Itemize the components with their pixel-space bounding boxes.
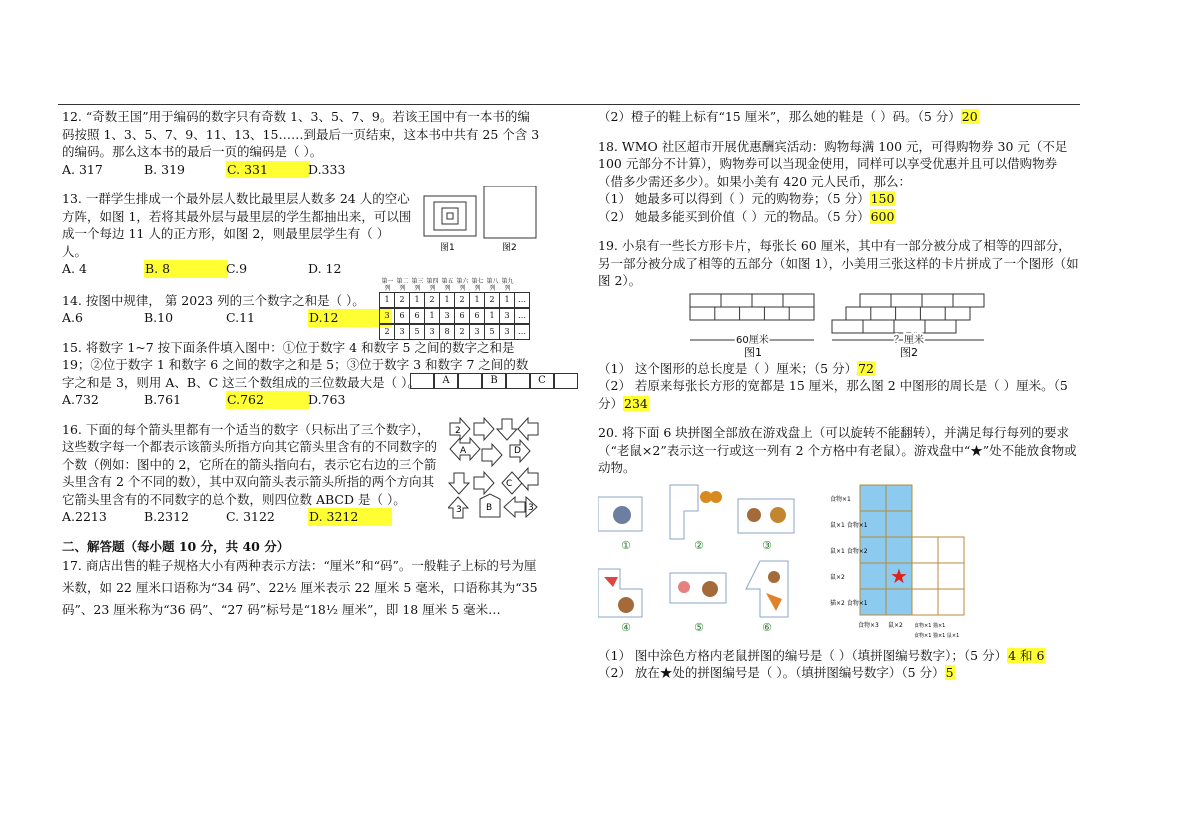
option-b — [144, 260, 226, 278]
question-18-sub1 — [598, 190, 1080, 208]
question-18-sub2-text: （2） 她最多能买到价值（ ）元的物品。（5 分） — [598, 208, 870, 224]
arrow-label-d: D — [514, 445, 521, 456]
answer-highlight: 600 — [870, 208, 895, 224]
table-cell: 2 — [379, 324, 395, 340]
question-20 — [598, 424, 1080, 682]
table-cell: 1 — [439, 292, 455, 308]
table-cell: … — [514, 324, 530, 340]
option-b: B.10 — [144, 310, 174, 325]
option-c: C.9 — [226, 261, 248, 276]
card-figures — [598, 292, 1080, 358]
answer-highlight: C. 331 — [226, 161, 310, 179]
arrow-label-c: C — [506, 478, 513, 489]
row-label-4: 鼠×2 — [830, 573, 845, 581]
col-label-1: 食物×3 — [858, 621, 879, 629]
option-d: D. 12 — [308, 261, 342, 276]
col-label-4: 食物×1 猫×1 鼠×1 — [914, 632, 960, 639]
table-cell: 2 — [424, 292, 440, 308]
table-cell: … — [514, 292, 530, 308]
question-13 — [62, 190, 540, 278]
option-c: C.11 — [226, 310, 255, 325]
dim-unknown: ？厘米 — [894, 334, 924, 346]
question-12-options — [62, 161, 540, 179]
answer-highlight: 150 — [870, 191, 895, 206]
box-a: A — [434, 373, 458, 389]
answer-highlight: 234 — [624, 395, 648, 411]
arrow-label-b: B — [486, 502, 493, 513]
top-rule — [58, 104, 1080, 105]
table-header-cell: 第二列 — [396, 277, 409, 292]
table-cell: 6 — [469, 308, 485, 324]
question-13-figures — [422, 186, 542, 256]
table-row — [380, 308, 530, 324]
option-c — [226, 161, 308, 179]
question-18-sub1-text: （1） 她最多可以得到（ ）元的购物券；（5 分） — [598, 191, 870, 206]
dim-60cm: 60厘米 — [736, 334, 769, 346]
col-label-3: 食物×1 猫×1 — [914, 622, 946, 629]
question-12-text: 12. “奇数王国”用于编码的数字只有奇数 1、3、5、7、9。若该王国中有一本书的编码按照 1、3、5、7、9、11、13、15……到最后一页结束，这本书中共有 25 个含 3 的编码。那么这本书的最后一页的编码是（ ）。 — [62, 109, 540, 159]
left-column — [62, 108, 546, 621]
question-15-options — [62, 391, 540, 409]
fig1-label: 图1 — [440, 243, 455, 253]
question-17-text: 17. 商店出售的鞋子规格大小有两种表示方法：“厘米”和“码”。一般鞋子上标的号为厘米数，如 22 厘米口语称为“34 码”、22½ 厘米表示 22 厘米 5 毫米，口语称其为“35 码”、23 厘米称为“36 码”、“27 码”标号是“18½ 厘米”，即 18 厘米 5 毫米… — [62, 558, 538, 617]
table-header-cell: 第五列 — [441, 277, 454, 292]
table-cell: 5 — [409, 324, 425, 340]
fig1-label: 图1 — [744, 345, 762, 358]
table-cell: 3 — [499, 308, 515, 324]
table-cell: 1 — [409, 292, 425, 308]
question-13-text: 13. 一群学生排成一个最外层人数比最里层人数多 24 人的空心方阵，如图 1，若将其最外层与最里层的学生都抽出来，可以围成一个每边 11 人的正方形，如图 2，则最里层学生有（ ）人。 — [62, 191, 412, 259]
table-header-cell: 第八列 — [486, 277, 499, 292]
row-label-3: 鼠×1 食物×2 — [830, 547, 868, 555]
pattern-table-header — [380, 278, 530, 292]
question-15-text: 15. 将数字 1~7 按下面条件填入图中：①位于数字 4 和数字 5 之间的数字之和是19；②位于数字 1 和数字 6 之间的数字之和是 5；③位于数字 3 和数字 7 之间的数字之和是 3，则用 A、B、C 这三个数组成的三位数最大是（ ）。 — [62, 339, 529, 390]
right-column — [598, 108, 1080, 694]
question-13-options — [62, 260, 540, 278]
section-heading: 二、解答题（每小题 10 分，共 40 分） — [62, 538, 290, 554]
table-header-cell: 第九列 — [501, 277, 514, 292]
piece-number-2: ② — [694, 538, 704, 552]
table-cell: 8 — [439, 324, 455, 340]
box-blank — [458, 373, 482, 389]
table-cell: 6 — [409, 308, 425, 324]
arrow-grid — [448, 417, 540, 521]
question-12 — [62, 108, 540, 178]
row-label-5: 猫×2 食物×1 — [830, 599, 868, 607]
box-c: C — [530, 373, 554, 389]
question-15 — [62, 339, 546, 409]
piece-number-6: ⑥ — [762, 620, 772, 634]
option-d: D.333 — [308, 161, 346, 177]
table-header-cell: 第三列 — [411, 277, 424, 292]
table-cell: 1 — [424, 308, 440, 324]
table-cell: 5 — [484, 324, 500, 340]
question-18-sub2 — [598, 208, 1080, 226]
table-row — [380, 324, 530, 340]
question-17-part2-text: （2）橙子的鞋上标有“15 厘米”，那么她的鞋是（ ）码。（5 分） — [598, 109, 961, 124]
option-a: A. 4 — [62, 261, 87, 276]
row-label-2: 鼠×1 食物×1 — [830, 521, 868, 529]
question-19 — [598, 237, 1080, 412]
question-19-sub2-text: （2） 若原来每张长方形的宽都是 15 厘米，那么图 2 中图形的周长是（ ）厘米。（5 分） — [598, 378, 1068, 411]
arrow-label-3a: 3 — [456, 504, 462, 515]
table-header-cell: 第一列 — [381, 277, 394, 292]
option-a: A. 317 — [62, 161, 103, 177]
table-cell: 3 — [424, 324, 440, 340]
piece-number-3: ③ — [762, 538, 772, 552]
fig2-label: 图2 — [502, 243, 517, 253]
option-b: B.761 — [144, 392, 182, 407]
question-19-sub2 — [598, 377, 1080, 412]
answer-highlight: 4 和 6 — [1008, 647, 1045, 663]
option-b: B.2312 — [144, 509, 189, 524]
option-c — [226, 391, 308, 409]
table-cell: 1 — [469, 292, 485, 308]
question-19-text: 19. 小泉有一些长方形卡片，每张长 60 厘米，其中有一部分被分成了相等的四部分，另一部分被分成了相等的五部分（如图 1），小美用三张这样的卡片拼成了一个图形（如图 2）。 — [598, 238, 1079, 288]
option-c: C. 3122 — [226, 509, 275, 524]
arrow-label-2: 2 — [455, 425, 461, 436]
question-14-text: 14. 按图中规律， 第 2023 列的三个数字之和是（ ）。 — [62, 292, 365, 308]
option-b: B. 319 — [144, 161, 185, 177]
option-a: A.6 — [62, 310, 83, 325]
box-blank — [554, 373, 578, 389]
option-d — [308, 309, 390, 327]
box-blank — [410, 373, 434, 389]
pattern-table-body — [380, 292, 530, 340]
answer-highlight: D.12 — [308, 309, 392, 327]
table-cell: 2 — [484, 292, 500, 308]
option-a: A.2213 — [62, 509, 107, 524]
row-label-1: 食物×1 — [830, 495, 851, 503]
table-cell: 1 — [499, 292, 515, 308]
answer-highlight: C.762 — [226, 391, 310, 409]
piece-number-5: ⑤ — [694, 620, 704, 634]
table-cell: 3 — [379, 308, 395, 324]
puzzle-figure — [598, 481, 1080, 643]
answer-highlight: 5 — [945, 665, 954, 680]
table-cell: 3 — [499, 324, 515, 340]
question-20-sub1 — [598, 647, 1080, 665]
pattern-table — [380, 278, 530, 340]
answer-highlight: D. 3212 — [308, 508, 392, 526]
table-cell: 2 — [454, 292, 470, 308]
option-d — [308, 508, 390, 526]
question-18-text: 18. WMO 社区超市开展优惠酬宾活动：购物每满 100 元，可得购物券 30 元（不足100 元部分不计算），购物券可以当现金使用，同样可以享受优惠并且可以借购物券（借多少需还多少）。如果小美有 420 元人民币，那么： — [598, 138, 1068, 189]
question-14 — [62, 277, 540, 336]
answer-highlight: 20 — [961, 109, 978, 124]
question-19-sub1-text: （1） 这个图形的总长度是（ ）厘米；（5 分） — [598, 360, 858, 376]
table-cell: 2 — [454, 324, 470, 340]
abc-boxes — [410, 373, 578, 389]
question-20-sub2-text: （2） 放在★处的拼图编号是（ ）。（填拼图编号数字）（5 分） — [598, 665, 945, 680]
option-d: D.763 — [308, 392, 346, 407]
table-cell: 3 — [439, 308, 455, 324]
answer-highlight: 72 — [858, 360, 874, 376]
answer-highlight: B. 8 — [144, 260, 228, 278]
question-19-sub1 — [598, 360, 1080, 378]
table-cell: 3 — [394, 324, 410, 340]
fig2-label: 图2 — [900, 345, 918, 358]
col-label-2: 鼠×2 — [888, 621, 903, 629]
table-header-cell: 第六列 — [456, 277, 469, 292]
question-18 — [598, 138, 1080, 226]
table-cell: 6 — [454, 308, 470, 324]
question-20-sub1-text: （1） 图中涂色方格内老鼠拼图的编号是（ ）（填拼图编号数字）；（5 分） — [598, 647, 1008, 663]
piece-number-4: ④ — [621, 620, 631, 634]
box-blank — [506, 373, 530, 389]
table-row — [380, 292, 530, 308]
arrow-label-3b: 3 — [528, 502, 534, 513]
table-cell: … — [514, 308, 530, 324]
table-header-cell: 第七列 — [471, 277, 484, 292]
table-cell: 6 — [394, 308, 410, 324]
table-cell: 2 — [394, 292, 410, 308]
question-16-text: 16. 下面的每个箭头里都有一个适当的数字（只标出了三个数字），这些数字每一个都表示该箭头所指方向其它箭头里含有的不同数字的个数（例如：图中的 2，它所在的箭头指向右，表示它右边的三个箭头里含有 2 个不同的数），其中双向箭头表示箭头所指的两个方向其它箭头里含有的不同数字的总个数，则四位数 ABCD 是（ ）。 — [62, 421, 438, 507]
piece-number-1: ① — [621, 538, 631, 552]
table-cell: 3 — [469, 324, 485, 340]
table-header-cell: 第四列 — [426, 277, 439, 292]
table-cell: 1 — [484, 308, 500, 324]
option-a: A.732 — [62, 392, 99, 407]
table-cell: 1 — [379, 292, 395, 308]
question-16 — [62, 421, 540, 526]
star-icon: ★ — [890, 563, 908, 588]
question-20-sub2 — [598, 664, 1080, 682]
box-b: B — [482, 373, 506, 389]
arrow-label-a: A — [460, 445, 467, 456]
question-20-text: 20. 将下面 6 块拼图全部放在游戏盘上（可以旋转不能翻转），并满足每行每列的要求（“老鼠×2”表示这一行或这一列有 2 个方格中有老鼠）。游戏盘中“★”处不能放食物或动物。 — [598, 425, 1077, 475]
question-17-part2 — [598, 108, 1080, 126]
